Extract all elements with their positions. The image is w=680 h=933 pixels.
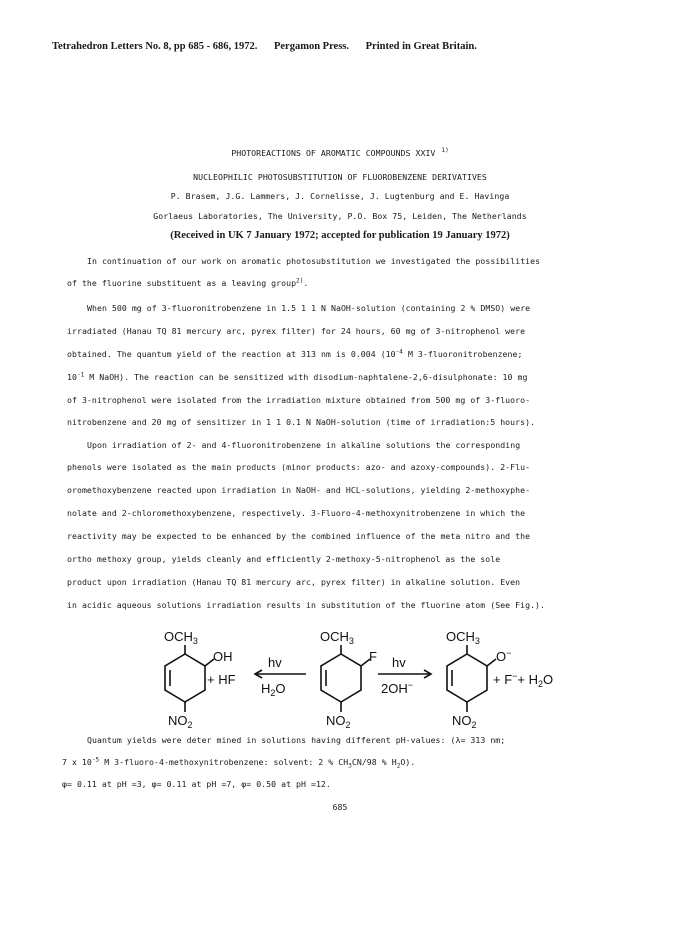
para2-line1: When 500 mg of 3-fluoronitrobenzene in 1.5 1 1 N NaOH-solution (containing 2 % DMSO) were — [87, 303, 531, 313]
publisher-text: Pergamon Press. — [273, 41, 350, 52]
arrow-left-h2o: $H_2O$ — [261, 681, 286, 698]
arrow-right-hv: hv — [392, 655, 406, 670]
quantum-line2-s1: 3 — [348, 762, 352, 770]
authors: P. Brasem, J.G. Lammers, J. Cornelisse, J. Lugtenburg and E. Havinga — [170, 191, 510, 201]
title-line1: PHOTOREACTIONS OF AROMATIC COMPOUNDS XXIV — [231, 148, 436, 158]
reaction-scheme — [0, 618, 680, 730]
para3-line2: phenols were isolated as the main products (minor products: azo- and azoxy-compounds). 2-Flu- — [67, 462, 531, 472]
para2-line3-exp: -4 — [395, 348, 403, 356]
ring2-och3-label: $OCH_3$ — [320, 629, 354, 646]
para3-line7: product upon irradiation (Hanau TQ 81 mercury arc, pyrex filter) in alkaline solution. Even — [67, 577, 521, 587]
paper-title — [0, 148, 680, 158]
ring2-no2-label: $NO_2$ — [326, 713, 351, 730]
ring2-f-label: F — [369, 649, 377, 664]
quantum-line2-d: O). — [400, 757, 416, 767]
para2-line4-a: 10 — [67, 372, 77, 382]
quantum-line2-c: CN/98 % H — [351, 757, 397, 767]
ring3-o-bond — [487, 659, 496, 666]
ring2-hexagon — [321, 654, 361, 702]
para1-ref: 2) — [296, 277, 304, 285]
para3-line3: oromethoxybenzene reacted upon irradiation in NaOH- and HCL-solutions, yielding 2-methoxyphe- — [67, 485, 531, 495]
ring3-o-label: O− — [496, 648, 512, 664]
para3-line5: reactivity may be expected to be enhanced by the combined influence of the meta nitro and the — [67, 531, 531, 541]
para2-line5: of 3-nitrophenol were isolated from the irradiation mixture obtained from 500 mg of 3-fluoro- — [67, 395, 531, 405]
ring1-och3-label: $OCH_3$ — [164, 629, 198, 646]
para1-line1: In continuation of our work on aromatic photosubstitution we investigated the possibilities — [87, 256, 541, 266]
para2-line3-a: obtained. The quantum yield of the reaction at 313 nm is 0.004 (10 — [67, 349, 396, 359]
para2-line4-b: M NaOH). The reaction can be sensitized with disodium-naphtalene-2,6-disulphonate: 10 mg — [84, 372, 528, 382]
para1-line2 — [67, 278, 308, 288]
para3-line8: in acidic aqueous solutions irradiation results in substitution of the fluorine atom (See Fig.). — [67, 600, 546, 610]
quantum-line2-a: 7 x 10 — [62, 757, 92, 767]
para2-line3-b: M 3-fluoronitrobenzene; — [402, 349, 523, 359]
arrow-right-2oh: 2OH− — [381, 680, 413, 696]
plus-hf-label: + HF — [207, 672, 236, 687]
page-number: 685 — [332, 802, 348, 812]
title-ref: 1) — [441, 147, 449, 155]
ring1-hexagon — [165, 654, 205, 702]
para3-line1: Upon irradiation of 2- and 4-fluoronitrobenzene in alkaline solutions the corresponding — [87, 440, 521, 450]
ring3-no2-label: $NO_2$ — [452, 713, 477, 730]
journal-citation — [52, 41, 477, 52]
quantum-line2-exp: -5 — [91, 756, 100, 764]
quantum-line2 — [62, 756, 416, 770]
para2-line4-exp: -1 — [76, 371, 85, 379]
quantum-line1: Quantum yields were deter mined in solutions having different pH-values: (λ= 313 nm; — [87, 735, 506, 745]
para2-line6: nitrobenzene and 20 mg of sensitizer in 1 1 0.1 N NaOH-solution (time of irradiation:5 hours). — [67, 417, 536, 427]
para1-period: . — [303, 278, 309, 288]
ring1-no2-label: $NO_2$ — [168, 713, 193, 730]
paper-subtitle: NUCLEOPHILIC PHOTOSUBSTITUTION OF FLUOROBENZENE DERIVATIVES — [193, 172, 487, 182]
quantum-line2-b: M 3-fluoro-4-methoxynitrobenzene: solvent: 2 % CH — [99, 757, 349, 767]
para3-line4: nolate and 2-chloromethoxybenzene, respectively. 3-Fluoro-4-methoxynitrobenzene in which the — [67, 508, 526, 518]
ring3-hexagon — [447, 654, 487, 702]
ring1-oh-label: OH — [213, 649, 233, 664]
citation-text: Tetrahedron Letters No. 8, pp 685 - 686, 1972. — [52, 41, 258, 52]
received-dates: (Received in UK 7 January 1972; accepted for publication 19 January 1972) — [170, 230, 510, 241]
ring3-och3-label: $OCH_3$ — [446, 629, 480, 646]
affiliation: Gorlaeus Laboratories, The University, P.O. Box 75, Leiden, The Netherlands — [153, 211, 527, 221]
para3-line6: ortho methoxy group, yields cleanly and efficiently 2-methoxy-5-nitrophenol as the sole — [67, 554, 501, 564]
products-label: + $F^-+ H_2O$ — [493, 671, 554, 689]
printed-text: Printed in Great Britain. — [365, 41, 477, 52]
quantum-line3: φ= 0.11 at pH =3, φ= 0.11 at pH =7, φ= 0.50 at pH =12. — [62, 779, 331, 789]
para2-line4 — [67, 372, 527, 382]
para2-line3 — [67, 349, 522, 359]
para1-line2-text: of the fluorine substituent as a leaving group — [67, 278, 297, 288]
para2-line2: irradiated (Hanau TQ 81 mercury arc, pyrex filter) for 24 hours, 60 mg of 3-nitrophenol were — [67, 326, 526, 336]
arrow-left-hv: hv — [268, 655, 282, 670]
quantum-line2-s2: 2 — [396, 762, 401, 770]
